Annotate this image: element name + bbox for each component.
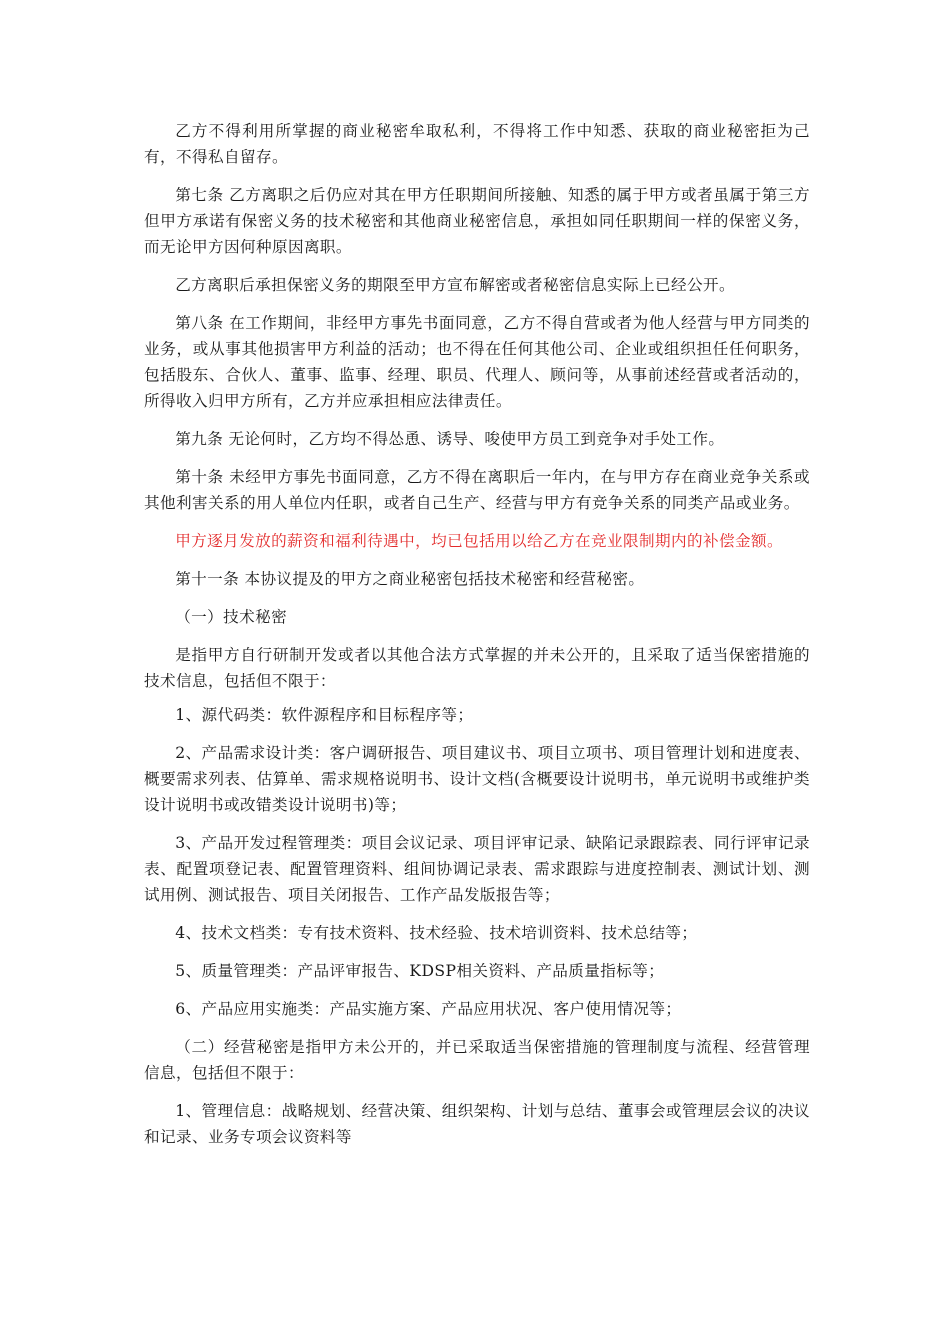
- paragraph-technical-secrets-definition: 是指甲方自行研制开发或者以其他合法方式掌握的并未公开的，且采取了适当保密措施的技术信息，包括但不限于：: [144, 646, 810, 690]
- document-body: [144, 118, 810, 1150]
- list-item-technical-documents: 4、技术文档类：专有技术资料、技术经验、技术培训资料、技术总结等；: [175, 924, 698, 942]
- paragraph-compensation-highlight: 甲方逐月发放的薪资和福利待遇中，均已包括用以给乙方在竞业限制期内的补偿金额。: [175, 532, 783, 550]
- paragraph-business-secrets: （二）经营秘密是指甲方未公开的，并已采取适当保密措施的管理制度与流程、经营管理信息，包括但不限于：: [144, 1038, 810, 1082]
- heading-technical-secrets: （一）技术秘密: [175, 608, 288, 626]
- paragraph-article-10: 第十条 未经甲方事先书面同意，乙方不得在离职后一年内，在与甲方存在商业竞争关系或其他利害关系的用人单位内任职，或者自己生产、经营与甲方有竞争关系的同类产品或业务。: [144, 468, 810, 512]
- paragraph-article-8: 第八条 在工作期间，非经甲方事先书面同意，乙方不得自营或者为他人经营与甲方同类的业务，或从事其他损害甲方利益的活动；也不得在任何其他公司、企业或组织担任任何职务，包括股东、合伙人、董事、监事、经理、职员、代理人、顾问等，从事前述经营或者活动的，所得收入归甲方所有，乙方并应承担相应法律责任。: [144, 314, 810, 410]
- paragraph-article-9: 第九条 无论何时，乙方均不得怂恿、诱导、唆使甲方员工到竞争对手处工作。: [175, 430, 725, 448]
- paragraph-confidentiality-term: 乙方离职后承担保密义务的期限至甲方宣布解密或者秘密信息实际上已经公开。: [175, 276, 735, 294]
- list-item-product-application: 6、产品应用实施类：产品实施方案、产品应用状况、客户使用情况等；: [175, 1000, 682, 1018]
- list-item-product-requirements: 2、产品需求设计类：客户调研报告、项目建议书、项目立项书、项目管理计划和进度表、概要需求列表、估算单、需求规格说明书、设计文档(含概要设计说明书，单元说明书或维护类设计说明书或改错类设计说明书)等；: [144, 744, 810, 814]
- list-item-quality-management: 5、质量管理类：产品评审报告、KDSP相关资料、产品质量指标等；: [175, 962, 665, 980]
- paragraph-article-7: 第七条 乙方离职之后仍应对其在甲方任职期间所接触、知悉的属于甲方或者虽属于第三方但甲方承诺有保密义务的技术秘密和其他商业秘密信息，承担如同任职期间一样的保密义务，而无论甲方因何种原因离职。: [144, 186, 810, 256]
- list-item-management-information: 1、管理信息：战略规划、经营决策、组织架构、计划与总结、董事会或管理层会议的决议和记录、业务专项会议资料等: [144, 1102, 810, 1146]
- paragraph-article-11: 第十一条 本协议提及的甲方之商业秘密包括技术秘密和经营秘密。: [175, 570, 645, 588]
- list-item-source-code: 1、源代码类：软件源程序和目标程序等；: [175, 706, 474, 724]
- list-item-development-process: 3、产品开发过程管理类：项目会议记录、项目评审记录、缺陷记录跟踪表、同行评审记录表、配置项登记表、配置管理资料、组间协调记录表、需求跟踪与进度控制表、测试计划、测试用例、测试报告、项目关闭报告、工作产品发版报告等；: [144, 834, 810, 904]
- paragraph-trade-secret-use: 乙方不得利用所掌握的商业秘密牟取私利，不得将工作中知悉、获取的商业秘密拒为己有，不得私自留存。: [144, 122, 810, 166]
